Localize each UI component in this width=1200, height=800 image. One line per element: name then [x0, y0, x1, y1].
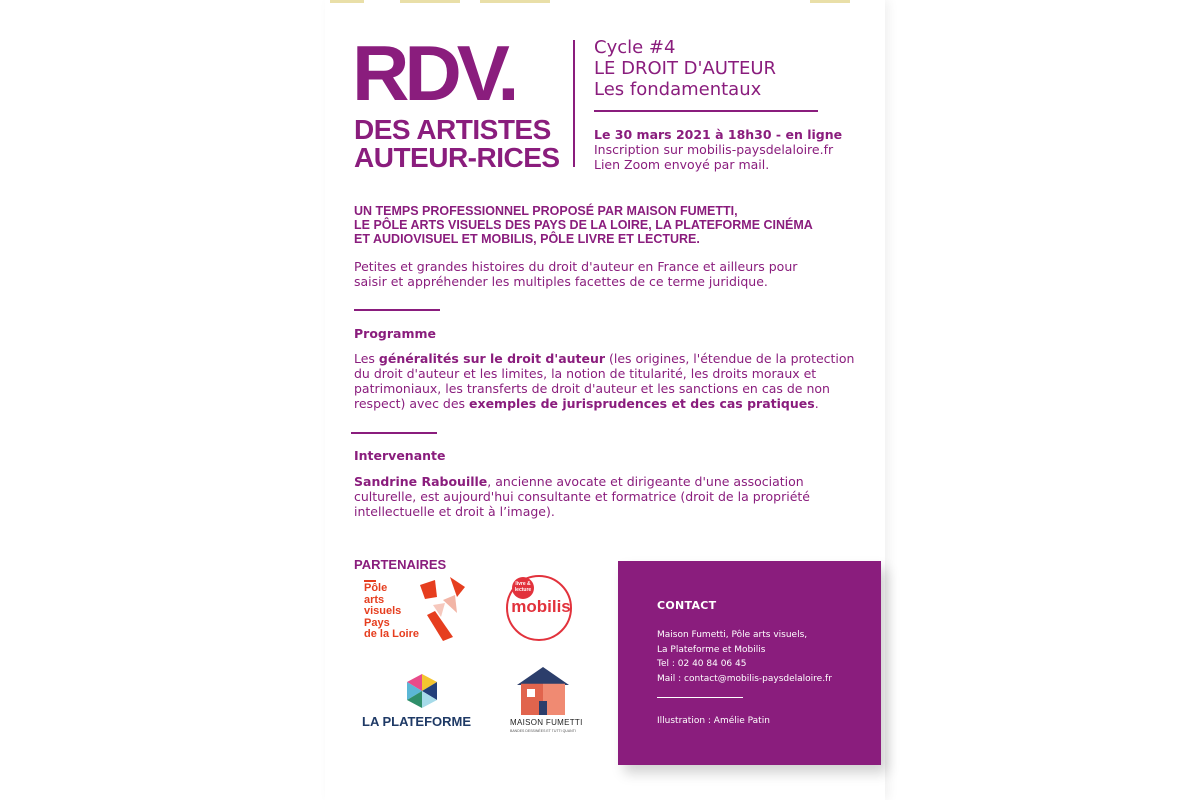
event-info	[594, 127, 842, 172]
cycle-number: Cycle #4	[594, 37, 676, 58]
contact-details	[657, 628, 832, 686]
text-run: (les origines, l'étendue de la protection	[605, 351, 855, 366]
programme-line: du droit d'auteur et les limites, la notion de titularité, les droits moraux et	[354, 366, 817, 381]
mobilis-wordmark: mobilis	[511, 597, 571, 616]
logo-text-line: visuels	[364, 605, 402, 617]
section-rule	[351, 432, 437, 434]
header-divider	[573, 40, 575, 167]
logo-text-line: arts	[364, 593, 385, 606]
speaker-text	[354, 474, 810, 519]
contact-line: La Plateforme et Mobilis	[657, 644, 766, 655]
contact-line: Maison Fumetti, Pôle arts visuels,	[657, 630, 808, 640]
speaker-line: intellectuelle et droit à l’image).	[354, 504, 555, 519]
intro-line: ET AUDIOVISUEL ET MOBILIS, PÔLE LIVRE ET LECTURE.	[354, 232, 700, 246]
logo-text-line: Pôle	[364, 582, 388, 594]
event-registration: Inscription sur mobilis-paysdelaloire.fr	[594, 142, 834, 157]
top-strip	[330, 0, 890, 4]
mobilis-tag: livre & lecture	[512, 577, 534, 599]
speaker-title: Intervenante	[354, 448, 446, 463]
description-line: saisir et appréhender les multiples facettes de ce terme juridique.	[354, 274, 768, 289]
intro-line: UN TEMPS PROFESSIONNEL PROPOSÉ PAR MAISON FUMETTI,	[354, 204, 738, 218]
logo-text-line: Pays	[364, 616, 390, 629]
logo-text-line: de la Loire	[364, 628, 420, 640]
text-run: Les	[354, 351, 379, 366]
contact-title: CONTACT	[657, 599, 717, 612]
text-run: .	[814, 396, 819, 411]
speaker-name: Sandrine Rabouille	[354, 474, 488, 489]
event-date: Le 30 mars 2021 à 18h30 - en ligne	[594, 127, 843, 142]
event-zoom: Lien Zoom envoyé par mail.	[594, 157, 770, 172]
programme-line: patrimoniaux, les transferts de droit d'auteur et les sanctions en cas de non	[354, 381, 830, 396]
contact-phone: Tel : 02 40 84 06 45	[657, 659, 747, 669]
section-rule	[354, 309, 440, 311]
contact-rule	[657, 697, 743, 698]
logo-rdv: RDV.	[352, 29, 515, 117]
text-run: respect) avec des	[354, 396, 470, 411]
pole-arts-visuels-logo	[364, 583, 419, 641]
partners-title: PARTENAIRES	[354, 557, 447, 572]
text-run: , ancienne avocate et dirigeante d'une association	[487, 474, 804, 489]
maison-fumetti-tagline: BANDES DESSINÉES ET TUTTI QUANTI	[510, 729, 576, 733]
plateforme-hexagon-icon	[403, 672, 441, 710]
programme-text	[354, 351, 854, 411]
intro-partners-statement	[354, 204, 813, 246]
text-run-bold: exemples de jurisprudences et des cas pratiques	[469, 396, 815, 411]
contact-email: Mail : contact@mobilis-paysdelaloire.fr	[657, 673, 832, 684]
intro-line: LE PÔLE ARTS VISUELS DES PAYS DE LA LOIRE, LA PLATEFORME CINÉMA	[354, 218, 813, 232]
plateforme-wordmark: LA PLATEFORME	[362, 714, 472, 729]
maison-fumetti-wordmark: MAISON FUMETTI	[510, 718, 583, 727]
subject-subtitle: Les fondamentaux	[594, 79, 762, 100]
maison-fumetti-house-icon	[513, 665, 573, 717]
programme-title: Programme	[354, 326, 436, 341]
pole-shapes-icon	[415, 575, 480, 645]
logo-line-auteur-rices: AUTEUR-RICES	[354, 142, 560, 173]
speaker-line: culturelle, est aujourd'hui consultante et formatrice (droit de la propriété	[354, 489, 810, 504]
subject-title: LE DROIT D'AUTEUR	[594, 58, 777, 79]
header-rule	[594, 110, 818, 112]
logo-line-artistes: DES ARTISTES	[354, 114, 551, 145]
text-run-bold: généralités sur le droit d'auteur	[378, 351, 606, 366]
intro-description	[354, 259, 797, 289]
illustration-credit: Illustration : Amélie Patin	[657, 716, 770, 726]
description-line: Petites et grandes histoires du droit d'auteur en France et ailleurs pour	[354, 259, 798, 274]
